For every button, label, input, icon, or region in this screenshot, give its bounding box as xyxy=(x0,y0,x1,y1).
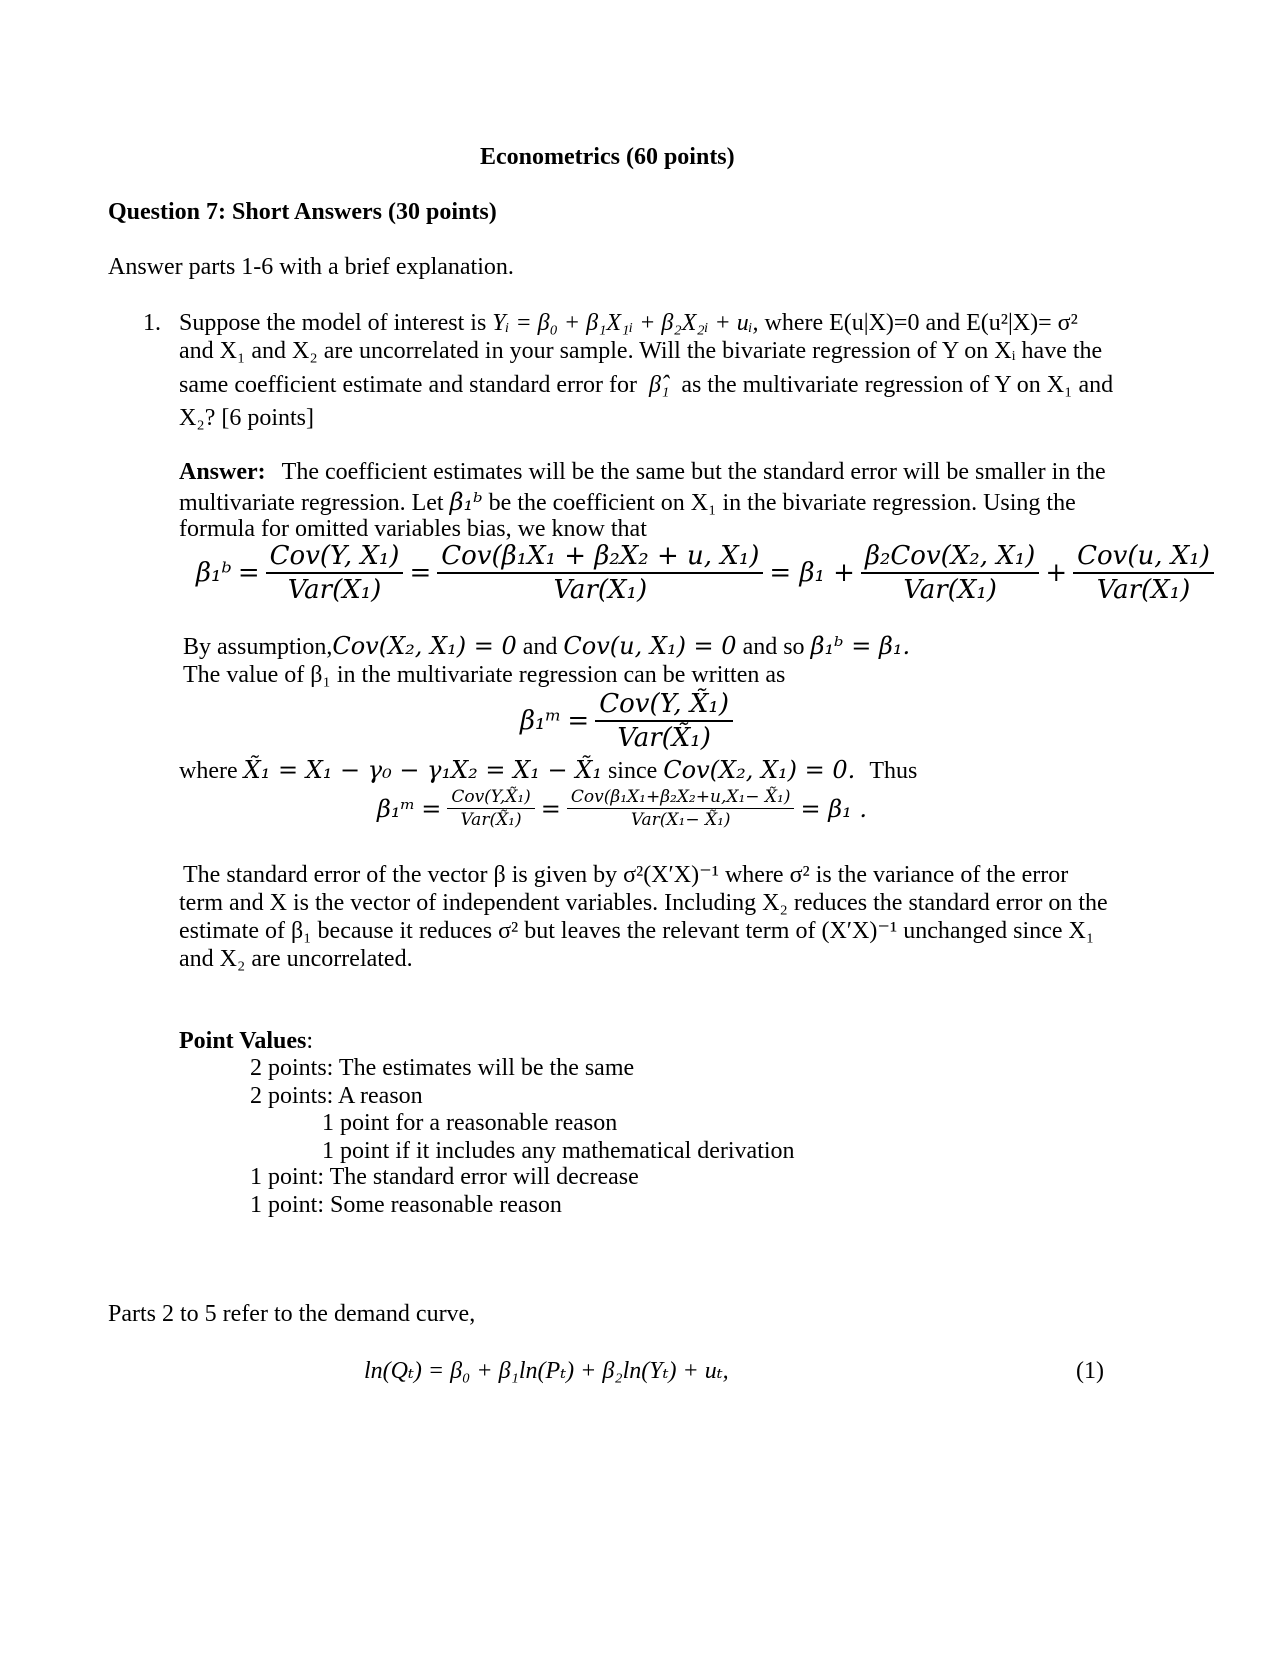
where-math: X̃₁ = X₁ − γ₀ − γ₁X₂ = X₁ − X̃₁ xyxy=(243,756,602,784)
assumption-math-3: β₁ᵇ = β₁. xyxy=(810,632,911,660)
point-values-label: Point Values xyxy=(179,1028,307,1054)
eq1-f1-denominator: Var(X₁) xyxy=(287,575,382,605)
point-values-colon: : xyxy=(306,1028,314,1054)
where-line xyxy=(179,755,917,786)
instructions: Answer parts 1-6 with a brief explanation. xyxy=(108,254,514,280)
eq1-plus: + xyxy=(1045,558,1068,588)
assumption-math-2: Cov(u, X₁) = 0 xyxy=(563,632,737,660)
point-item: 2 points: The estimates will be the same xyxy=(250,1055,635,1081)
eq1-f2-denominator: Var(X₁) xyxy=(553,575,648,605)
point-item: 1 point: Some reasonable reason xyxy=(250,1192,562,1218)
eq1-f3-numerator: β₂Cov(X₂, X₁) xyxy=(861,540,1039,574)
page-title: Econometrics (60 points) xyxy=(480,144,735,170)
where-since: since xyxy=(607,758,658,784)
se-line1: The standard error of the vector β is given by σ²(X′X)⁻¹ where σ² is the variance of the error xyxy=(183,862,1069,888)
eq1-equals: = xyxy=(237,558,260,588)
eq3-f1-denominator: Var(X̃₁) xyxy=(460,810,522,830)
answer-line1-text: The coefficient estimates will be the same but the standard error will be smaller in the xyxy=(281,459,1106,485)
q1-model: Yᵢ = β₀ + β₁X₁ᵢ + β₂X₂ᵢ + uᵢ, xyxy=(492,310,759,336)
se-line4: and X₂ are uncorrelated. xyxy=(179,946,413,972)
assumption-text-a: By assumption, xyxy=(183,634,333,660)
beta-hat-symbol: β̂₁ xyxy=(649,372,670,398)
eq3-rhs: = β₁ . xyxy=(800,794,867,823)
point-values-heading xyxy=(179,1026,313,1056)
eq3-lhs: β₁ᵐ xyxy=(377,794,416,823)
q1-line1 xyxy=(179,308,1078,338)
demand-equation: ln(Qₜ) = β₀ + β₁ln(Pₜ) + β₂ln(Yₜ) + uₜ, xyxy=(364,1358,729,1384)
answer-line1 xyxy=(179,457,1106,487)
eq1-middle: = β₁ + xyxy=(769,558,855,588)
equation-omitted-variable-bias xyxy=(196,540,1214,606)
assumption-and: and xyxy=(522,634,558,660)
eq3-equals: = xyxy=(421,794,442,823)
eq2-denominator: Var(X̃₁) xyxy=(617,723,711,753)
eq3-equals-2: = xyxy=(540,794,561,823)
parts-intro: Parts 2 to 5 refer to the demand curve, xyxy=(108,1301,476,1327)
q1-number: 1. xyxy=(143,310,161,336)
eq3-f2-numerator: Cov(β₁X₁+β₂X₂+u,X₁− X̃₁) xyxy=(567,786,795,809)
assumption-math-1: Cov(X₂, X₁) = 0 xyxy=(332,632,517,660)
eq1-fraction-1 xyxy=(266,540,404,606)
eq1-fraction-4 xyxy=(1073,540,1214,606)
eq3-f2-denominator: Var(X₁− X̃₁) xyxy=(630,810,731,830)
eq1-fraction-2 xyxy=(437,540,763,606)
where-text: where xyxy=(179,758,238,784)
eq1-f1-numerator: Cov(Y, X₁) xyxy=(266,540,404,574)
eq1-f2-numerator: Cov(β₁X₁ + β₂X₂ + u, X₁) xyxy=(437,540,763,574)
answer-line2-text-b: be the coefficient on X₁ in the bivariate regression. Using the xyxy=(488,490,1076,516)
se-line2: term and X is the vector of independent variables. Including X₂ reduces the standard error on the xyxy=(179,890,1108,916)
eq2-equals: = xyxy=(567,706,590,736)
assumption-so: and so xyxy=(742,634,805,660)
q1-line3-text-a: same coefficient estimate and standard error for xyxy=(179,372,638,398)
eq1-f4-numerator: Cov(u, X₁) xyxy=(1073,540,1214,574)
q1-line2: and X₁ and X₂ are uncorrelated in your sample. Will the bivariate regression of Y on Xᵢ have the xyxy=(179,338,1103,364)
q1-line1-text-a: Suppose the model of interest is xyxy=(179,310,487,336)
value-line: The value of β₁ in the multivariate regression can be written as xyxy=(183,662,786,688)
eq2-numerator: Cov(Y, X̃₁) xyxy=(595,688,733,722)
question-heading: Question 7: Short Answers (30 points) xyxy=(108,199,497,225)
where-math-2: Cov(X₂, X₁) = 0. xyxy=(663,756,856,784)
point-item: 2 points: A reason xyxy=(250,1083,423,1109)
eq1-f3-denominator: Var(X₁) xyxy=(903,575,997,605)
eq2-lhs: β₁ᵐ xyxy=(520,706,562,736)
answer-label: Answer: xyxy=(179,459,266,485)
eq1-f4-denominator: Var(X₁) xyxy=(1096,575,1191,605)
eq1-equals-2: = xyxy=(409,558,432,588)
eq2-fraction xyxy=(595,688,733,754)
q1-line3-text-b: as the multivariate regression of Y on X₁ and xyxy=(681,372,1114,398)
answer-line3: formula for omitted variables bias, we know that xyxy=(179,516,647,542)
equation-multivariate-beta xyxy=(520,688,733,754)
eq3-fraction-1 xyxy=(447,786,534,831)
beta-b-symbol: β₁ᵇ xyxy=(449,488,483,516)
eq3-fraction-2 xyxy=(567,786,795,831)
q1-line3 xyxy=(179,370,1113,400)
eq3-f1-numerator: Cov(Y,X̃₁) xyxy=(447,786,534,809)
equation-multivariate-result xyxy=(377,786,873,831)
assumption-line xyxy=(183,631,910,662)
where-thus: Thus xyxy=(869,758,918,784)
se-line3: estimate of β₁ because it reduces σ² but leaves the relevant term of (X′X)⁻¹ unchanged since X₁ xyxy=(179,918,1095,944)
point-subitem: 1 point for a reasonable reason xyxy=(322,1110,618,1136)
point-item: 1 point: The standard error will decrease xyxy=(250,1164,639,1190)
q1-line4: X₂? [6 points] xyxy=(179,405,315,431)
equation-number: (1) xyxy=(1076,1358,1104,1384)
q1-line1-text-b: where E(u|X)=0 and E(u²|X)= σ² xyxy=(764,310,1078,336)
eq1-fraction-3 xyxy=(861,540,1039,606)
point-subitem: 1 point if it includes any mathematical derivation xyxy=(322,1138,795,1164)
answer-line2-text-a: multivariate regression. Let xyxy=(179,490,444,516)
eq1-lhs: β₁ᵇ xyxy=(196,558,232,588)
